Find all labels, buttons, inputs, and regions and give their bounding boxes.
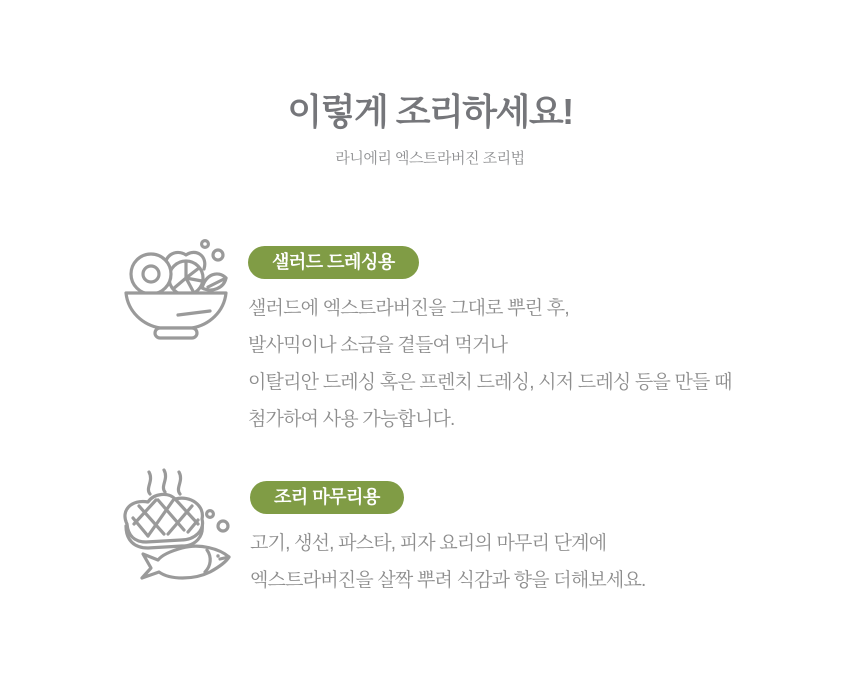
description-line: 이탈리안 드레싱 혹은 프렌치 드레싱, 시저 드레싱 등을 만들 때: [248, 372, 732, 393]
description-line: 샐러드에 엑스트라버진을 그대로 뿌린 후,: [248, 298, 569, 319]
page-title: 이렇게 조리하세요!: [287, 91, 573, 132]
description-line: 첨가하여 사용 가능합니다.: [248, 409, 455, 430]
salad-bowl-icon: [116, 236, 236, 342]
cooking-finish-badge: 조리 마무리용: [250, 481, 404, 514]
description-line: 엑스트라버진을 살짝 뿌려 식감과 향을 더해보세요.: [250, 570, 646, 591]
description-line: 고기, 생선, 파스타, 피자 요리의 마무리 단계에: [250, 533, 607, 554]
cooking-finish-description: [250, 525, 646, 599]
steak-fish-icon: [106, 462, 240, 590]
section-cooking-finish: [250, 481, 646, 599]
salad-dressing-badge: 샐러드 드레싱용: [248, 246, 419, 279]
salad-dressing-description: [248, 290, 732, 438]
section-salad-dressing: [248, 246, 732, 438]
page-subtitle: 라니에리 엑스트라버진 조리법: [335, 150, 525, 167]
description-line: 발사믹이나 소금을 곁들여 먹거나: [248, 335, 508, 356]
